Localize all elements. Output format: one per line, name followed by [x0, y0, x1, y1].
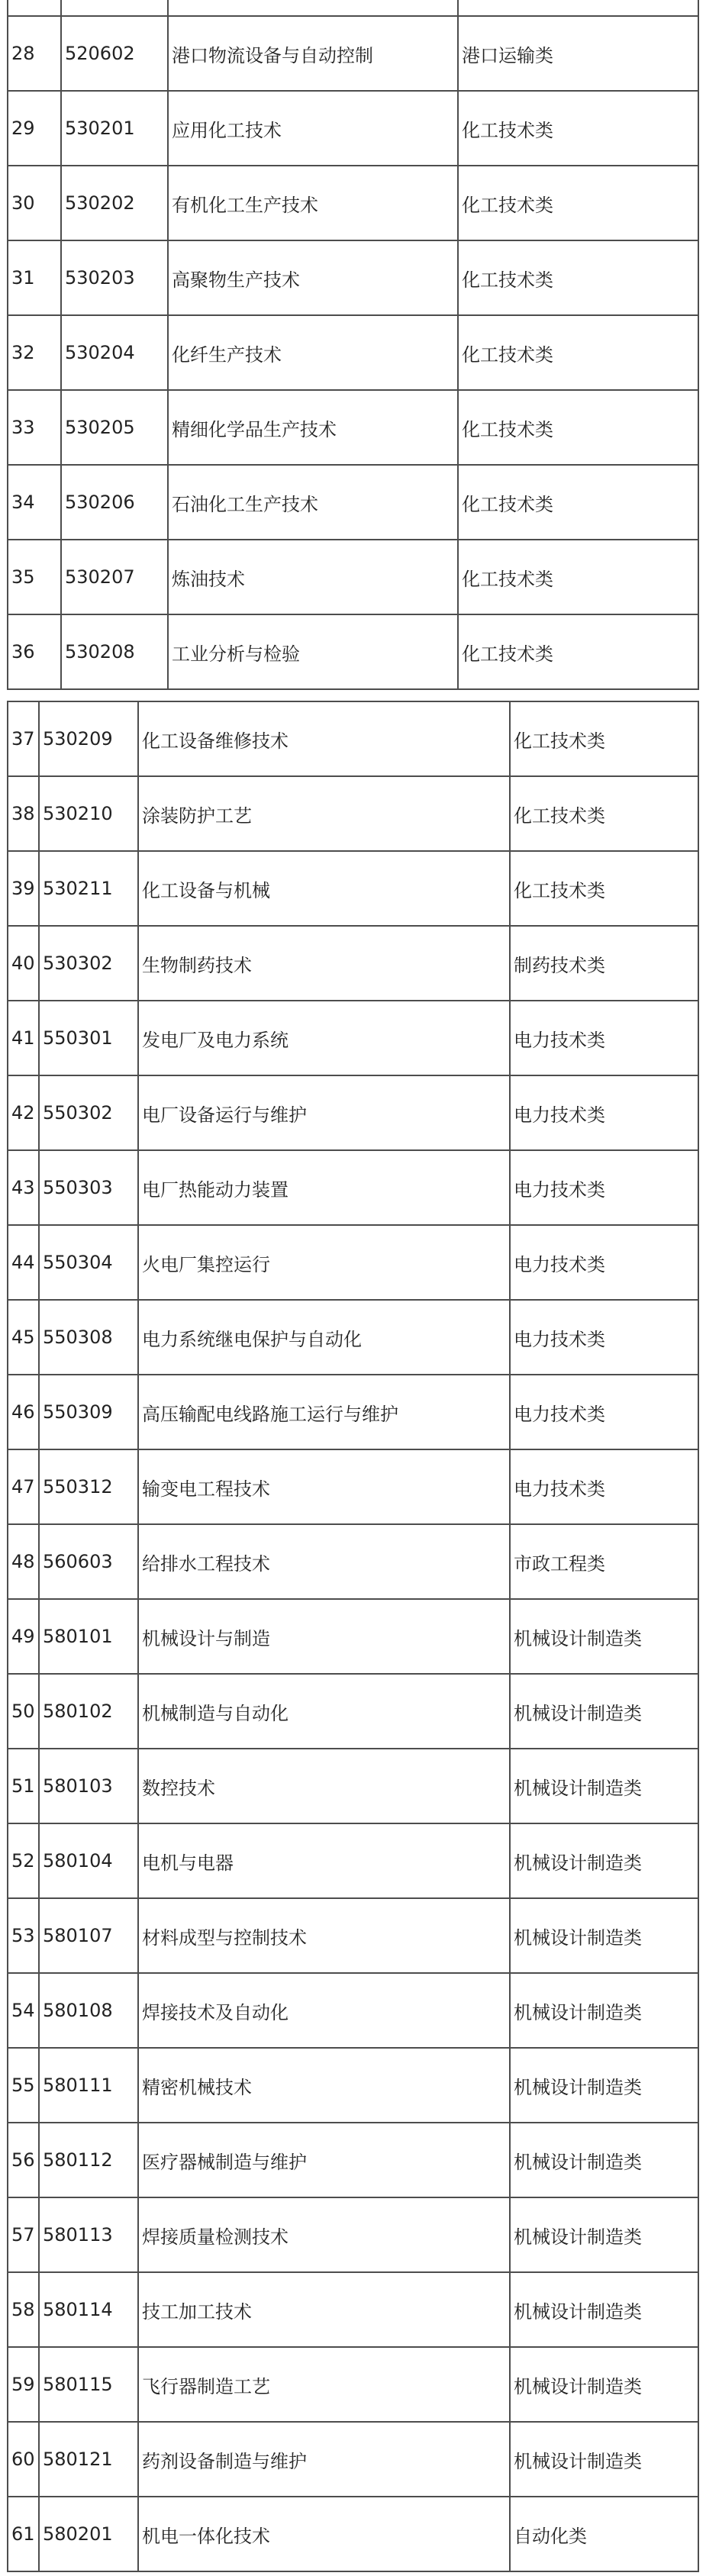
table-row	[8, 1375, 698, 1449]
table-row	[8, 1300, 698, 1375]
cell-name: 火电厂集控运行	[138, 1225, 510, 1300]
cell-category: 化工技术类	[458, 315, 698, 390]
table-row	[8, 2422, 698, 2497]
cell-category: 化工技术类	[458, 540, 698, 614]
cell-name: 机电一体化技术	[138, 2497, 510, 2571]
cell-category: 电力技术类	[510, 1300, 698, 1375]
cell-code: 580112	[39, 2123, 138, 2197]
table-row	[8, 16, 698, 91]
cell-no: 34	[8, 465, 61, 540]
cell-category: 制药技术类	[510, 926, 698, 1001]
cell-category: 化工技术类	[510, 851, 698, 926]
cell-no: 51	[8, 1749, 39, 1823]
cell-category: 电力技术类	[510, 1150, 698, 1225]
table-row	[8, 1674, 698, 1749]
cell-category: 化工技术类	[458, 166, 698, 240]
table-row	[8, 315, 698, 390]
cell-no: 61	[8, 2497, 39, 2571]
cell-name: 发电厂及电力系统	[138, 1001, 510, 1075]
cell-code: 530203	[61, 240, 168, 315]
cell-code: 580201	[39, 2497, 138, 2571]
cell-category: 自动化类	[510, 2497, 698, 2571]
cell-category: 机械设计制造类	[510, 1898, 698, 1973]
cell-code: 550309	[39, 1375, 138, 1449]
cell-code: 550308	[39, 1300, 138, 1375]
table-row	[8, 776, 698, 851]
cell-name: 电厂热能动力装置	[138, 1150, 510, 1225]
cell-name	[168, 0, 458, 16]
cell-category: 化工技术类	[458, 390, 698, 465]
cell-name: 涂装防护工艺	[138, 776, 510, 851]
table-row	[8, 91, 698, 166]
table-row	[8, 1823, 698, 1898]
cell-name: 有机化工生产技术	[168, 166, 458, 240]
cell-no: 28	[8, 16, 61, 91]
cell-code: 580103	[39, 1749, 138, 1823]
cell-no: 36	[8, 614, 61, 689]
cell-no: 42	[8, 1075, 39, 1150]
cell-code: 530206	[61, 465, 168, 540]
cell-name: 炼油技术	[168, 540, 458, 614]
cell-name: 生物制药技术	[138, 926, 510, 1001]
cell-category: 机械设计制造类	[510, 2048, 698, 2123]
cell-no: 52	[8, 1823, 39, 1898]
cell-code: 580111	[39, 2048, 138, 2123]
cell-code: 580107	[39, 1898, 138, 1973]
cell-name: 电力系统继电保护与自动化	[138, 1300, 510, 1375]
table-row	[8, 2048, 698, 2123]
cell-no: 55	[8, 2048, 39, 2123]
cell-category: 机械设计制造类	[510, 2272, 698, 2347]
cell-code: 530209	[39, 701, 138, 776]
cell-name: 电厂设备运行与维护	[138, 1075, 510, 1150]
cell-name: 材料成型与控制技术	[138, 1898, 510, 1973]
cell-category: 机械设计制造类	[510, 2422, 698, 2497]
cell-no: 49	[8, 1599, 39, 1674]
cell-no: 33	[8, 390, 61, 465]
cell-code: 520602	[61, 16, 168, 91]
table-row	[8, 701, 698, 776]
table-row	[8, 2497, 698, 2571]
cell-name: 石油化工生产技术	[168, 465, 458, 540]
cell-code: 530208	[61, 614, 168, 689]
table-row	[8, 851, 698, 926]
cell-category: 化工技术类	[458, 91, 698, 166]
table-row	[8, 540, 698, 614]
cell-name: 给排水工程技术	[138, 1524, 510, 1599]
cell-no: 50	[8, 1674, 39, 1749]
cell-name: 化工设备维修技术	[138, 701, 510, 776]
cell-code: 530204	[61, 315, 168, 390]
cell-category: 市政工程类	[510, 1524, 698, 1599]
cell-no: 60	[8, 2422, 39, 2497]
cell-category: 化工技术类	[458, 240, 698, 315]
cell-no: 56	[8, 2123, 39, 2197]
table-row	[8, 240, 698, 315]
cell-no: 40	[8, 926, 39, 1001]
cell-category: 机械设计制造类	[510, 1823, 698, 1898]
table-row	[8, 390, 698, 465]
cell-name: 焊接质量检测技术	[138, 2197, 510, 2272]
cell-name: 机械制造与自动化	[138, 1674, 510, 1749]
table-row	[8, 1599, 698, 1674]
cell-name: 输变电工程技术	[138, 1449, 510, 1524]
cell-category: 化工技术类	[458, 465, 698, 540]
table-row	[8, 1001, 698, 1075]
cell-name: 技工加工技术	[138, 2272, 510, 2347]
cell-code: 580101	[39, 1599, 138, 1674]
cell-no: 29	[8, 91, 61, 166]
cell-code: 530207	[61, 540, 168, 614]
cell-category: 电力技术类	[510, 1075, 698, 1150]
program-table-top	[7, 0, 699, 690]
cell-category: 机械设计制造类	[510, 2347, 698, 2422]
table-row	[8, 1749, 698, 1823]
cell-name: 药剂设备制造与维护	[138, 2422, 510, 2497]
cell-code: 530205	[61, 390, 168, 465]
cell-no: 43	[8, 1150, 39, 1225]
table-row	[8, 1449, 698, 1524]
cell-no: 39	[8, 851, 39, 926]
cell-name: 化纤生产技术	[168, 315, 458, 390]
table-row	[8, 2197, 698, 2272]
cell-no: 53	[8, 1898, 39, 1973]
table-row	[8, 1524, 698, 1599]
cell-code: 550302	[39, 1075, 138, 1150]
cell-category: 化工技术类	[510, 776, 698, 851]
cell-code: 530210	[39, 776, 138, 851]
cell-no: 59	[8, 2347, 39, 2422]
cell-code: 580115	[39, 2347, 138, 2422]
cell-no: 41	[8, 1001, 39, 1075]
table-row	[8, 1150, 698, 1225]
cell-category: 机械设计制造类	[510, 1674, 698, 1749]
table-row	[8, 2272, 698, 2347]
cell-no: 37	[8, 701, 39, 776]
cell-category: 电力技术类	[510, 1449, 698, 1524]
cell-code: 530202	[61, 166, 168, 240]
cell-no: 30	[8, 166, 61, 240]
cell-code: 580121	[39, 2422, 138, 2497]
cell-no: 58	[8, 2272, 39, 2347]
cell-name: 精密机械技术	[138, 2048, 510, 2123]
cell-name: 港口物流设备与自动控制	[168, 16, 458, 91]
cell-code: 550303	[39, 1150, 138, 1225]
cell-code: 580102	[39, 1674, 138, 1749]
table-row	[8, 465, 698, 540]
table-row	[8, 1973, 698, 2048]
cell-name: 工业分析与检验	[168, 614, 458, 689]
cell-category: 机械设计制造类	[510, 2197, 698, 2272]
cell-no: 46	[8, 1375, 39, 1449]
cell-name: 飞行器制造工艺	[138, 2347, 510, 2422]
cell-name: 应用化工技术	[168, 91, 458, 166]
cell-no: 54	[8, 1973, 39, 2048]
cell-category: 电力技术类	[510, 1375, 698, 1449]
cell-category: 机械设计制造类	[510, 1973, 698, 2048]
cell-category: 机械设计制造类	[510, 2123, 698, 2197]
cell-category: 机械设计制造类	[510, 1749, 698, 1823]
cell-code: 580108	[39, 1973, 138, 2048]
cell-no: 32	[8, 315, 61, 390]
table-row	[8, 614, 698, 689]
cell-no	[8, 0, 61, 16]
cell-category: 化工技术类	[458, 614, 698, 689]
cell-category: 机械设计制造类	[510, 1599, 698, 1674]
table-row	[8, 1898, 698, 1973]
cell-category: 化工技术类	[510, 701, 698, 776]
cell-name: 电机与电器	[138, 1823, 510, 1898]
cell-no: 31	[8, 240, 61, 315]
cell-name: 医疗器械制造与维护	[138, 2123, 510, 2197]
table-row	[8, 1225, 698, 1300]
cell-name: 数控技术	[138, 1749, 510, 1823]
cell-code: 560603	[39, 1524, 138, 1599]
cell-code: 580113	[39, 2197, 138, 2272]
cell-code: 550301	[39, 1001, 138, 1075]
cell-code: 530302	[39, 926, 138, 1001]
cell-no: 44	[8, 1225, 39, 1300]
cell-name: 化工设备与机械	[138, 851, 510, 926]
cell-category: 电力技术类	[510, 1225, 698, 1300]
cell-name: 高压输配电线路施工运行与维护	[138, 1375, 510, 1449]
cell-code	[61, 0, 168, 16]
cell-no: 45	[8, 1300, 39, 1375]
cell-name: 机械设计与制造	[138, 1599, 510, 1674]
cell-name: 高聚物生产技术	[168, 240, 458, 315]
table-row	[8, 2347, 698, 2422]
cell-no: 38	[8, 776, 39, 851]
cell-code: 580114	[39, 2272, 138, 2347]
program-table-bottom	[7, 701, 699, 2572]
cell-category: 电力技术类	[510, 1001, 698, 1075]
cell-name: 焊接技术及自动化	[138, 1973, 510, 2048]
cell-no: 57	[8, 2197, 39, 2272]
cell-category: 港口运输类	[458, 16, 698, 91]
cell-no: 35	[8, 540, 61, 614]
cell-code: 530211	[39, 851, 138, 926]
table-row-partial	[8, 0, 698, 16]
cell-code: 550304	[39, 1225, 138, 1300]
cell-category	[458, 0, 698, 16]
cell-code: 580104	[39, 1823, 138, 1898]
cell-code: 550312	[39, 1449, 138, 1524]
cell-code: 530201	[61, 91, 168, 166]
table-row	[8, 926, 698, 1001]
table-row	[8, 166, 698, 240]
cell-no: 47	[8, 1449, 39, 1524]
cell-name: 精细化学品生产技术	[168, 390, 458, 465]
cell-no: 48	[8, 1524, 39, 1599]
table-row	[8, 2123, 698, 2197]
table-row	[8, 1075, 698, 1150]
